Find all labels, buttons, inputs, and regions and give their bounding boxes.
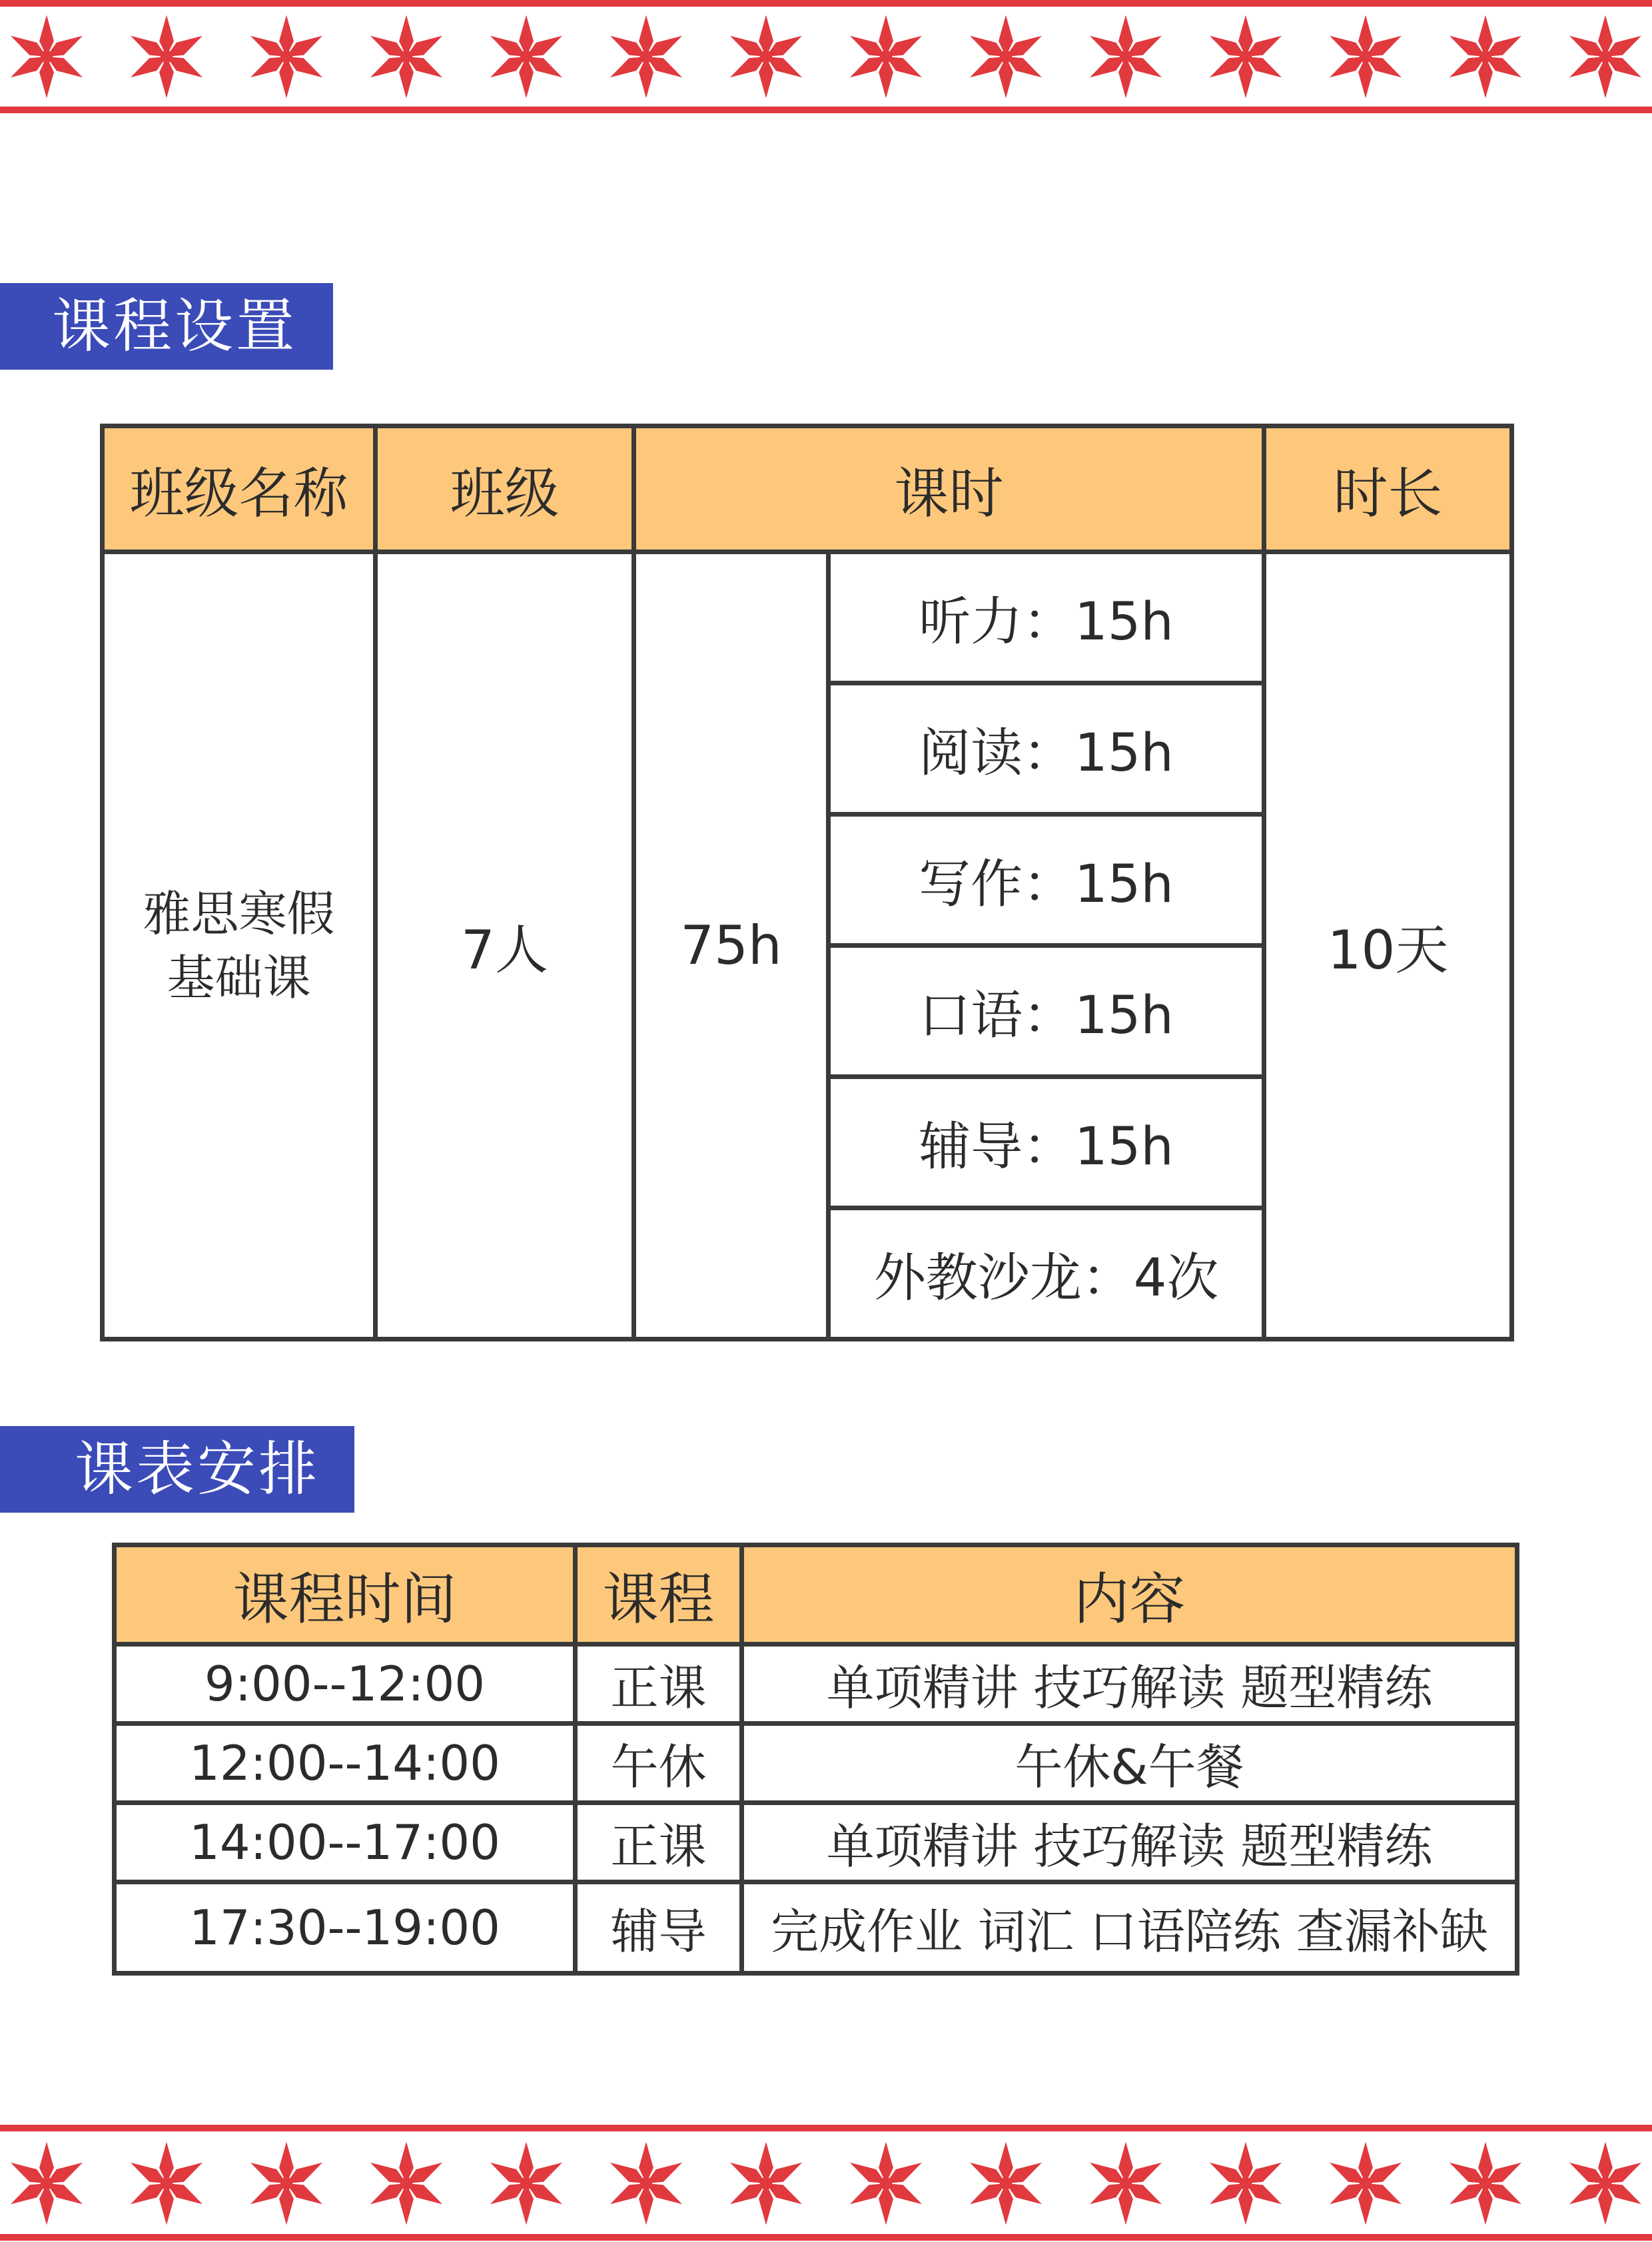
snowflake-ornament-icon — [1206, 2142, 1286, 2225]
header-time: 课程时间 — [115, 1545, 576, 1645]
top-ornament-border — [0, 0, 1652, 120]
snowflake-ornament-icon — [607, 2142, 686, 2225]
time-cell: 17:30--19:00 — [115, 1882, 576, 1974]
table-row — [115, 1882, 1517, 1974]
time-cell: 14:00--17:00 — [115, 1803, 576, 1882]
schedule-header-row — [115, 1545, 1517, 1645]
time-cell: 9:00--12:00 — [115, 1645, 576, 1724]
subject-speaking: 口语：15h — [829, 946, 1264, 1077]
header-class-size: 班级 — [376, 426, 634, 552]
class-name-line1: 雅思寒假 — [143, 885, 335, 942]
bottom-ornament-border — [0, 2122, 1652, 2242]
subject-tutoring: 辅导：15h — [829, 1077, 1264, 1208]
snowflake-ornament-icon — [847, 2142, 926, 2225]
section-label-schedule: 课表安排 — [0, 1426, 354, 1513]
snowflake-ornament-icon — [247, 15, 326, 99]
course-cell: 正课 — [576, 1645, 742, 1724]
snowflake-ornament-icon — [127, 15, 206, 99]
subject-listening: 听力：15h — [829, 552, 1264, 683]
snowflake-ornament-icon — [127, 2142, 206, 2225]
snowflake-ornament-icon — [487, 2142, 566, 2225]
content-cell: 单项精讲 技巧解读 题型精练 — [742, 1803, 1517, 1882]
snowflake-ornament-icon — [607, 15, 686, 99]
snowflake-ornament-icon — [1566, 2142, 1645, 2225]
snowflake-ornament-icon — [727, 2142, 806, 2225]
class-name-cell — [103, 552, 376, 1339]
section-label-course-setup: 课程设置 — [0, 283, 333, 370]
subject-writing: 写作：15h — [829, 815, 1264, 946]
snowflake-ornament-icon — [727, 15, 806, 99]
course-setup-table — [100, 424, 1514, 1341]
snowflake-ornament-icon — [367, 15, 446, 99]
subject-reading: 阅读：15h — [829, 683, 1264, 815]
header-duration: 时长 — [1264, 426, 1512, 552]
snowflake-ornament-icon — [247, 2142, 326, 2225]
subject-salon: 外教沙龙：4次 — [829, 1208, 1264, 1339]
header-course: 课程 — [576, 1545, 742, 1645]
snowflake-ornament-icon — [1326, 15, 1406, 99]
snowflake-ornament-icon — [7, 2142, 87, 2225]
course-table-header-row — [103, 426, 1512, 552]
course-cell: 辅导 — [576, 1882, 742, 1974]
snowflake-ornament-icon — [1446, 2142, 1525, 2225]
content-cell: 单项精讲 技巧解读 题型精练 — [742, 1645, 1517, 1724]
schedule-table — [112, 1543, 1519, 1976]
header-content: 内容 — [742, 1545, 1517, 1645]
time-cell: 12:00--14:00 — [115, 1724, 576, 1803]
course-cell: 午休 — [576, 1724, 742, 1803]
table-row — [115, 1724, 1517, 1803]
snowflake-ornament-icon — [967, 15, 1046, 99]
snowflake-ornament-icon — [1206, 15, 1286, 99]
header-class-name: 班级名称 — [103, 426, 376, 552]
header-hours: 课时 — [634, 426, 1264, 552]
snowflake-ornament-icon — [1446, 15, 1525, 99]
content-cell: 完成作业 词汇 口语陪练 查漏补缺 — [742, 1882, 1517, 1974]
duration-cell: 10天 — [1264, 552, 1512, 1339]
snowflake-ornament-icon — [367, 2142, 446, 2225]
class-name-line2: 基础课 — [167, 949, 311, 1006]
total-hours-cell: 75h — [634, 552, 829, 1339]
course-cell: 正课 — [576, 1803, 742, 1882]
snowflake-ornament-icon — [847, 15, 926, 99]
class-size-cell: 7人 — [376, 552, 634, 1339]
snowflake-ornament-icon — [487, 15, 566, 99]
snowflake-ornament-icon — [1086, 2142, 1166, 2225]
table-row — [115, 1803, 1517, 1882]
snowflake-ornament-icon — [967, 2142, 1046, 2225]
content-cell: 午休&午餐 — [742, 1724, 1517, 1803]
snowflake-ornament-icon — [1326, 2142, 1406, 2225]
snowflake-ornament-icon — [7, 15, 87, 99]
snowflake-ornament-icon — [1566, 15, 1645, 99]
table-row — [115, 1645, 1517, 1724]
snowflake-ornament-icon — [1086, 15, 1166, 99]
